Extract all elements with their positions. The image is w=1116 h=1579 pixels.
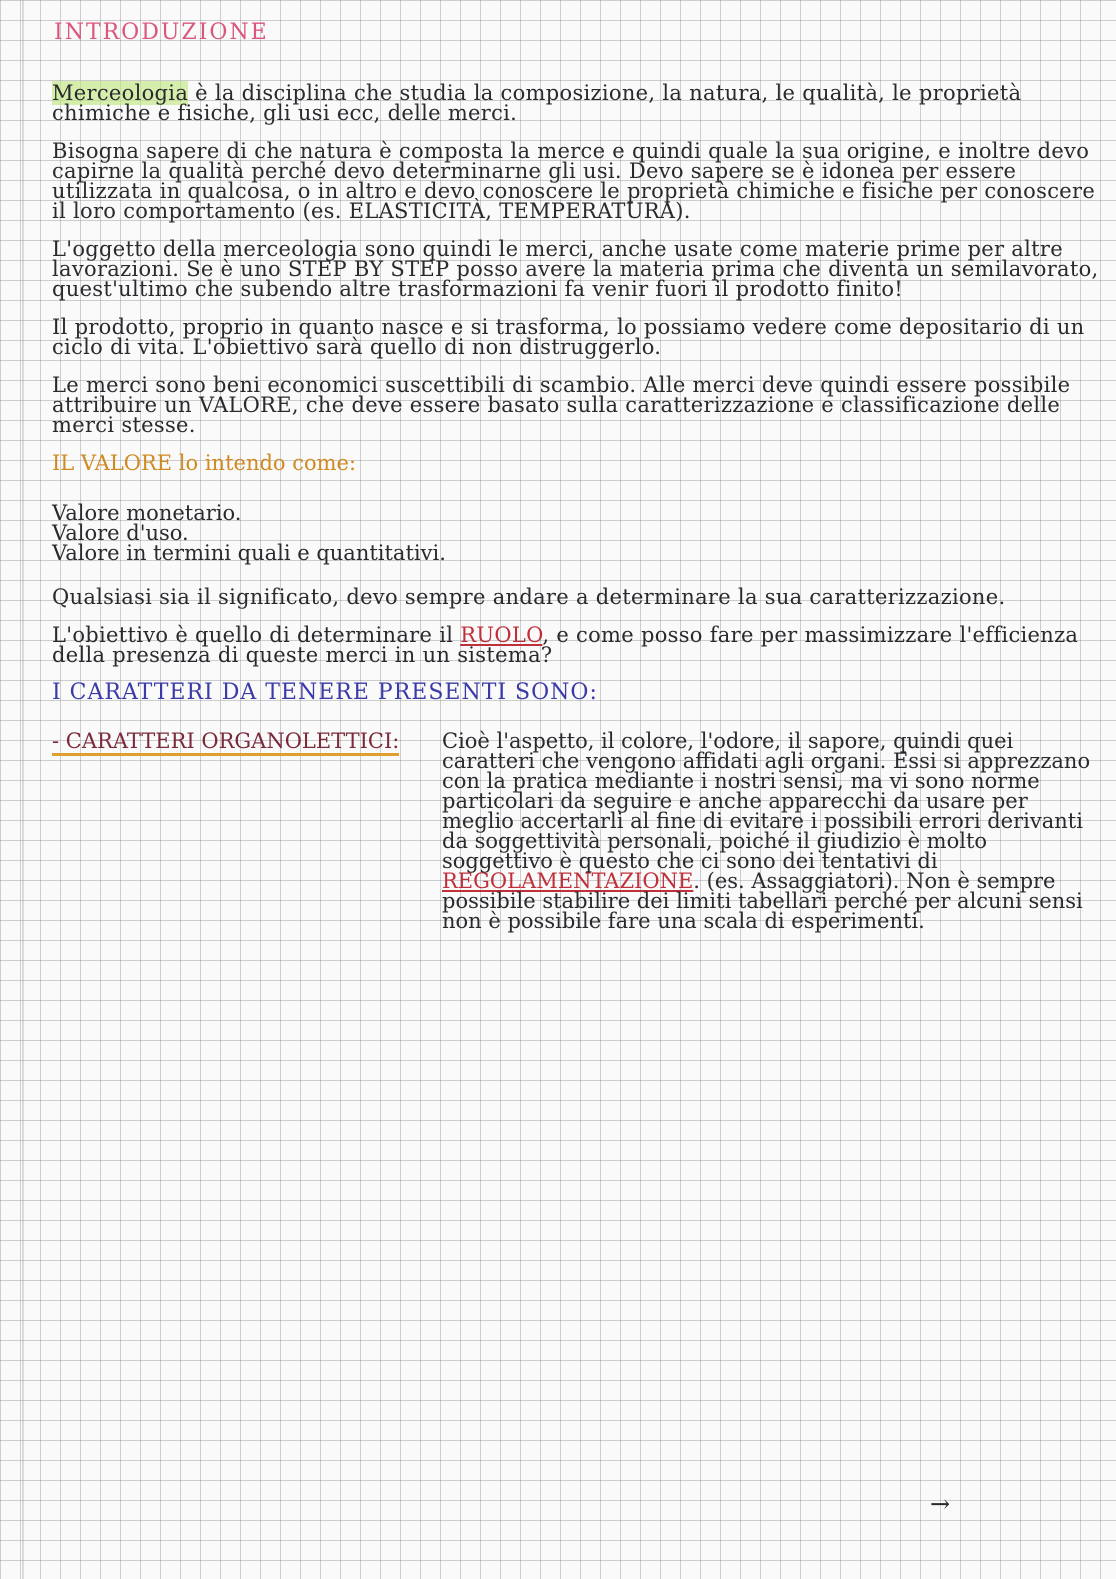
organolettici-section [52, 731, 1104, 931]
paragraph-significato: Qualsiasi sia il significato, devo sempre andare a determinare la sua caratterizzazione. [52, 585, 1006, 609]
paragraph-text: Cioè l'aspetto, il colore, l'odore, il sapore, quindi quei caratteri che vengono affidati agli organi. Essi si apprezzano con la pratica mediante i nostri sensi, ma vi sono norme particolari da seguire e anche apparecchi da usare per meglio accertarli al fine di evitare i possibili errori derivanti da soggettività personali, poiché il giudizio è molto soggettivo è questo che ci sono dei tentativi di [442, 729, 1091, 873]
paragraph-ruolo [52, 625, 1104, 665]
paragraph-text: . (es. Assaggiatori). Non è sempre possibile stabilire dei limiti tabellari perché per alcuni sensi non è possibile fare una scala di esperimenti. [442, 869, 1083, 933]
page-title: INTRODUZIONE [54, 20, 269, 45]
caratteri-heading: I CARATTERI DA TENERE PRESENTI SONO: [52, 680, 598, 705]
paragraph-text: L'obiettivo è quello di determinare il [52, 623, 461, 647]
organolettici-label [52, 731, 442, 931]
handwritten-page [52, 20, 1104, 931]
ruolo-term: RUOLO [460, 623, 543, 647]
regolamentazione-term: REGOLAMENTAZIONE [442, 869, 694, 893]
paragraph-text: , e come posso fare per massimizzare l'efficienza della presenza di queste merci in un sistema? [52, 623, 1079, 667]
valori-list [52, 503, 1104, 563]
valore-heading: IL VALORE lo intendo come: [52, 451, 357, 475]
paragraph-oggetto: L'oggetto della merceologia sono quindi le merci, anche usate come materie prime per altre lavorazioni. Se è uno STEP BY STEP posso avere la materia prima che diventa un semilavorato, quest'ultimo che subendo altre trasformazioni fa venir fuori il prodotto finito! [52, 237, 1099, 301]
paragraph-natura: Bisogna sapere di che natura è composta la merce e quindi quale la sua origine, e inoltre devo capirne la qualità perché devo determinarne gli usi. Devo sapere se è idonea per essere utilizzata in qualcosa, o in altro e devo conoscere le proprietà chimiche e fisiche per conoscere il loro comportamento (es. ELASTICITÀ, TEMPERATURA). [52, 139, 1096, 223]
list-item: Valore in termini quali e quantitativi. [52, 541, 446, 565]
paragraph-prodotto: Il prodotto, proprio in quanto nasce e si trasforma, lo possiamo vedere come depositario di un ciclo di vita. L'obiettivo sarà quello di non distruggerlo. [52, 315, 1085, 359]
arrow-right-icon: → [930, 1490, 951, 1518]
notebook-margin-line [22, 0, 24, 1579]
organolettici-label-text: - CARATTERI ORGANOLETTICI: [52, 729, 399, 756]
organolettici-text [442, 731, 1104, 931]
paragraph-definition [52, 83, 1104, 123]
paragraph-merci-beni: Le merci sono beni economici suscettibili di scambio. Alle merci deve quindi essere possibile attribuire un VALORE, che deve essere basato sulla caratterizzazione e classificazione delle merci stesse. [52, 373, 1071, 437]
paragraph-text: è la disciplina che studia la composizione, la natura, le qualità, le proprietà chimiche e fisiche, gli usi ecc, delle merci. [52, 81, 1022, 125]
highlighted-term: Merceologia [52, 81, 189, 105]
list-item: Valore d'uso. [52, 521, 189, 545]
list-item: Valore monetario. [52, 501, 242, 525]
